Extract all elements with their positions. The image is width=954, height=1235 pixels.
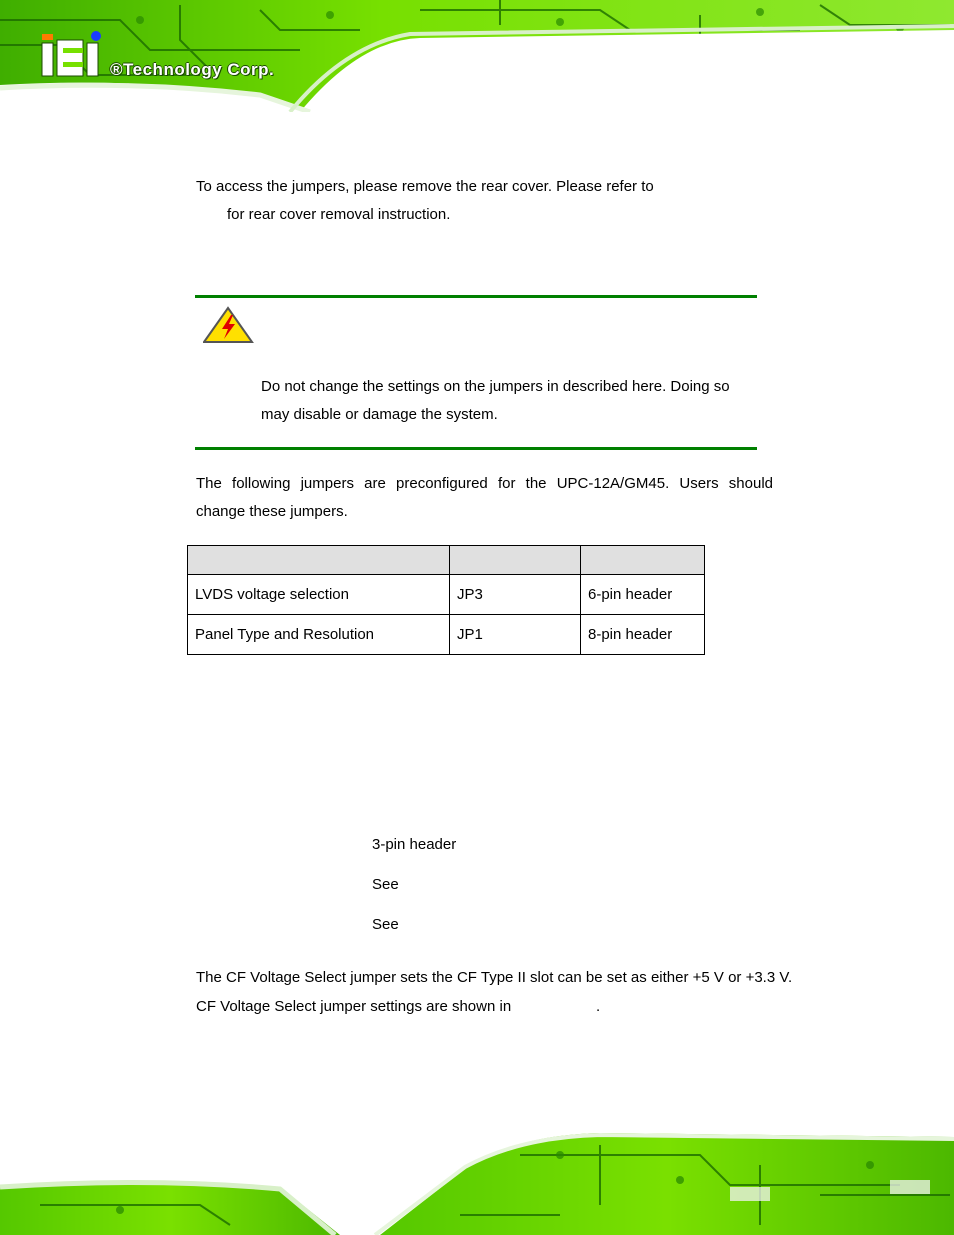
table-cell: JP1 (450, 615, 581, 655)
warning-bottom-rule (195, 447, 757, 450)
table-cell: Panel Type and Resolution (188, 615, 450, 655)
warning-text-line-2: may disable or damage the system. (261, 406, 498, 423)
warning-lightning-icon (203, 306, 254, 344)
footer-pcb-banner (0, 1125, 954, 1235)
table-row (188, 575, 705, 615)
warning-text-line-1: Do not change the settings on the jumpers in described here. Doing so (261, 378, 730, 395)
table-header-cell (188, 546, 450, 575)
cf-voltage-line-2: CF Voltage Select jumper settings are shown in (196, 998, 512, 1015)
iei-logo-icon (38, 30, 108, 80)
intro-line-1: To access the jumpers, please remove the rear cover. Please refer to (196, 178, 654, 195)
table-cell: 6-pin header (581, 575, 705, 615)
table-cell: 8-pin header (581, 615, 705, 655)
jumper-location-value: See (372, 916, 399, 933)
table-cell: LVDS voltage selection (188, 575, 450, 615)
cf-voltage-line-1: The CF Voltage Select jumper sets the CF Type II slot can be set as either +5 V or +3.3 V. (196, 969, 793, 986)
table-header-cell (581, 546, 705, 575)
table-row (188, 615, 705, 655)
table-header-row (188, 546, 705, 575)
table-cell: JP3 (450, 575, 581, 615)
cf-voltage-line-2-end: . (596, 998, 601, 1015)
jumper-type-value: 3-pin header (372, 836, 457, 853)
company-name: ®Technology Corp. (110, 60, 275, 79)
jumper-settings-value: See (372, 876, 399, 893)
table-header-cell (450, 546, 581, 575)
company-logo (38, 30, 108, 85)
intro-line-2: for rear cover removal instruction. (227, 206, 451, 223)
warning-top-rule (195, 295, 757, 298)
preconfig-line-2: change these jumpers. (196, 503, 348, 520)
jumper-table (187, 545, 705, 655)
header-pcb-banner (0, 0, 954, 112)
preconfig-line-1: The following jumpers are preconfigured for the UPC-12A/GM45. Users should (196, 475, 773, 492)
